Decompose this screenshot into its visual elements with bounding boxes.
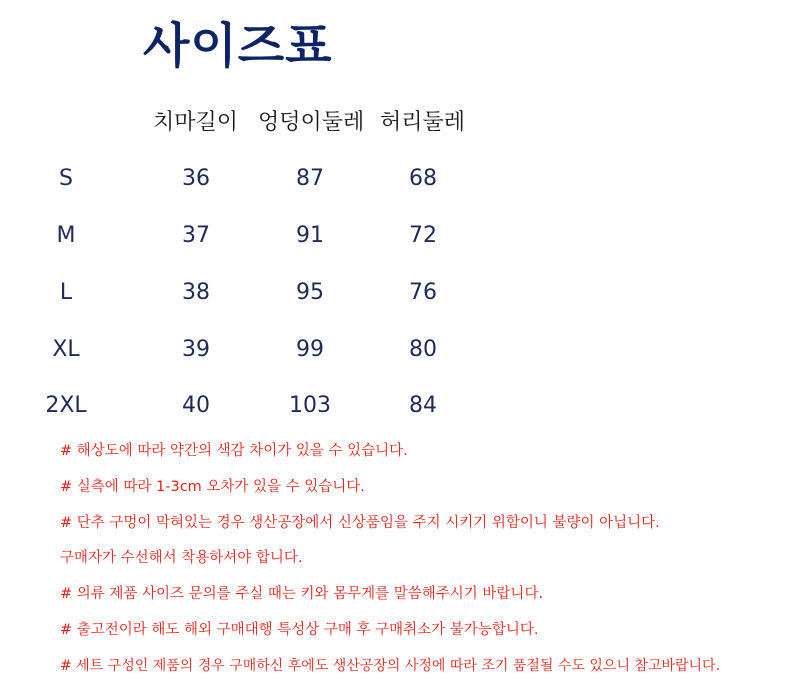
page-title: 사이즈표 xyxy=(143,18,333,74)
size-cell: L xyxy=(59,280,73,305)
hip-cell: 95 xyxy=(296,280,324,305)
waist-cell: 76 xyxy=(409,280,437,305)
hip-cell: 91 xyxy=(296,223,324,248)
waist-cell: 72 xyxy=(409,223,437,248)
hip-cell: 99 xyxy=(296,337,324,362)
size-cell: M xyxy=(56,223,76,248)
header-skirt-length: 치마길이 xyxy=(153,110,239,135)
skirt-length-cell: 38 xyxy=(182,280,210,305)
note-line: # 의류 제품 사이즈 문의를 주실 때는 키와 몸무게를 말씀해주시기 바랍니다. xyxy=(60,586,544,602)
size-cell: XL xyxy=(52,337,80,362)
note-line: 구매자가 수선해서 착용하셔야 합니다. xyxy=(60,550,303,566)
header-waist: 허리둘레 xyxy=(380,110,466,135)
waist-cell: 68 xyxy=(409,166,437,191)
skirt-length-cell: 36 xyxy=(182,166,210,191)
skirt-length-cell: 40 xyxy=(182,393,210,418)
waist-cell: 84 xyxy=(409,393,437,418)
note-line: # 실측에 따라 1-3cm 오차가 있을 수 있습니다. xyxy=(60,479,365,495)
hip-cell: 87 xyxy=(296,166,324,191)
note-line: # 출고전이라 해도 해외 구매대행 특성상 구매 후 구매취소가 불가능합니다. xyxy=(60,622,539,638)
note-line: # 세트 구성인 제품의 경우 구매하신 후에도 생산공장의 사정에 따라 조기 품절될 수도 있으니 참고바랍니다. xyxy=(60,658,721,674)
skirt-length-cell: 39 xyxy=(182,337,210,362)
hip-cell: 103 xyxy=(289,393,331,418)
table-row xyxy=(0,335,800,365)
size-cell: S xyxy=(59,166,73,191)
note-line: # 해상도에 따라 약간의 색감 차이가 있을 수 있습니다. xyxy=(60,443,408,459)
waist-cell: 80 xyxy=(409,337,437,362)
table-row xyxy=(0,278,800,308)
size-cell: 2XL xyxy=(45,393,87,418)
header-hip: 엉덩이둘레 xyxy=(258,110,365,135)
table-row xyxy=(0,164,800,194)
table-row xyxy=(0,391,800,421)
note-line: # 단추 구멍이 막혀있는 경우 생산공장에서 신상품임을 주지 시키기 위함이니 불량이 아닙니다. xyxy=(60,515,660,531)
skirt-length-cell: 37 xyxy=(182,223,210,248)
table-row xyxy=(0,221,800,251)
